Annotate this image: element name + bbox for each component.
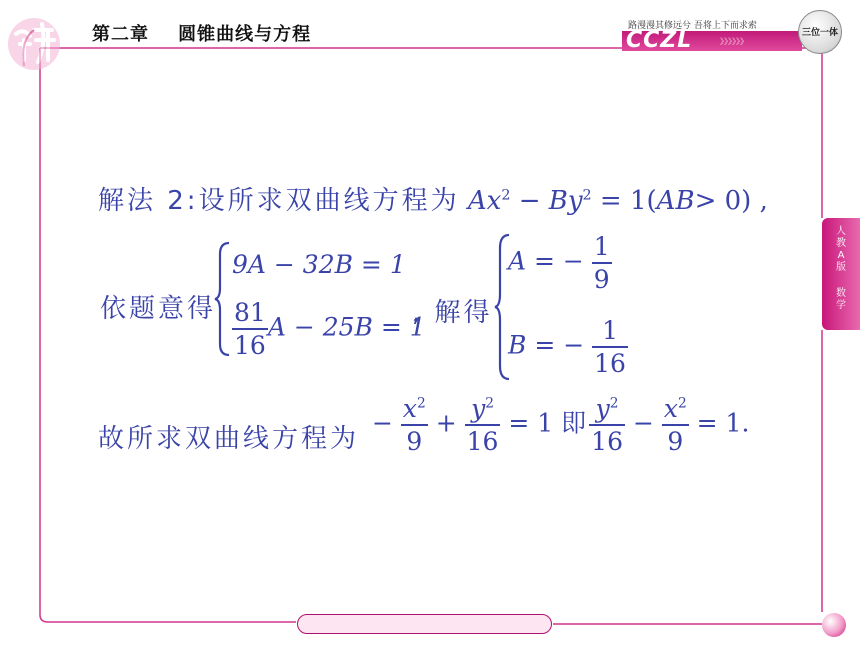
eq-ab: AB — [656, 186, 695, 216]
system-equation-1: 9A − 32B = 1 — [232, 250, 406, 279]
system-equation-2-tail: A − 25B = 1 — [267, 312, 426, 342]
solution-a-lhs: A = − — [508, 246, 584, 276]
chapter-header — [92, 20, 311, 46]
final-equation — [372, 396, 749, 454]
solution-b — [508, 318, 628, 376]
fraction-denominator: 16 — [465, 424, 501, 454]
badge-label: 三位一体 — [801, 28, 838, 38]
var-x: x — [402, 394, 418, 423]
fraction-numerator: 81 — [234, 298, 266, 327]
equals-one-period: = 1. — [696, 408, 750, 438]
fraction-denominator: 9 — [401, 424, 428, 454]
next-page-ball-icon[interactable] — [822, 613, 846, 637]
eq-term-ax: Ax — [467, 186, 502, 216]
exponent: 2 — [677, 395, 687, 412]
fraction-numerator: 1 — [602, 316, 618, 345]
side-tab-char: 版 — [836, 262, 846, 273]
edition-side-tab[interactable] — [822, 218, 860, 330]
fraction-denominator: 16 — [232, 328, 268, 358]
lecture-logo-icon — [8, 18, 60, 70]
fraction-numerator: 1 — [593, 232, 610, 261]
var-y: y — [595, 394, 610, 423]
namely-label: 即 — [561, 408, 590, 438]
fraction-denominator: 16 — [592, 346, 628, 376]
exponent: 2 — [582, 187, 592, 204]
minus-sign: − — [372, 408, 393, 438]
fraction-denominator: 9 — [592, 262, 612, 292]
footer-nav-bar[interactable] — [297, 614, 552, 634]
brand-logo: CCZL — [626, 28, 693, 53]
chapter-label: 第二章 — [92, 24, 149, 45]
according-label: 依题意得 — [100, 294, 217, 324]
side-tab-char: 人 — [836, 226, 846, 237]
exponent: 2 — [609, 395, 619, 412]
solution-b-lhs: B = − — [508, 330, 585, 360]
exponent: 2 — [485, 395, 494, 412]
var-x: x — [663, 394, 678, 423]
method-label: 解法 2: — [98, 186, 199, 216]
side-tab-char: 教 — [836, 238, 846, 249]
fraction-denominator: 9 — [662, 424, 689, 454]
method-description: 设所求双曲线方程为 — [198, 186, 460, 216]
solution-a — [508, 234, 612, 292]
system-equation-2 — [232, 300, 426, 358]
solution-line-1 — [98, 180, 768, 217]
eq-equals: = 1( — [599, 186, 657, 216]
conclusion-text: 故所求双曲线方程为 — [98, 424, 360, 454]
fraction-denominator: 16 — [589, 424, 625, 454]
equals-one: = 1 — [508, 408, 554, 438]
exponent: 2 — [417, 395, 426, 412]
badge-emblem — [798, 10, 842, 54]
eq-condition: > 0) , — [694, 186, 768, 216]
section-title: 圆锥曲线与方程 — [178, 24, 312, 45]
brand-arrows-icon: 》》》》》》 — [720, 37, 748, 46]
plus-sign: + — [435, 408, 457, 438]
minus-sign: − — [632, 408, 654, 438]
slogan-text: 路漫漫其修远兮 吾将上下而求索 — [628, 21, 757, 31]
side-tab-char: A — [837, 250, 845, 261]
side-tab-char: 数 — [836, 288, 846, 299]
exponent: 2 — [501, 187, 511, 204]
var-y: y — [471, 394, 486, 423]
eq-term-by: − By — [518, 186, 583, 216]
left-brace-1 — [212, 240, 232, 358]
side-tab-char: 学 — [836, 300, 846, 311]
solve-label: , 解得 — [412, 298, 493, 328]
